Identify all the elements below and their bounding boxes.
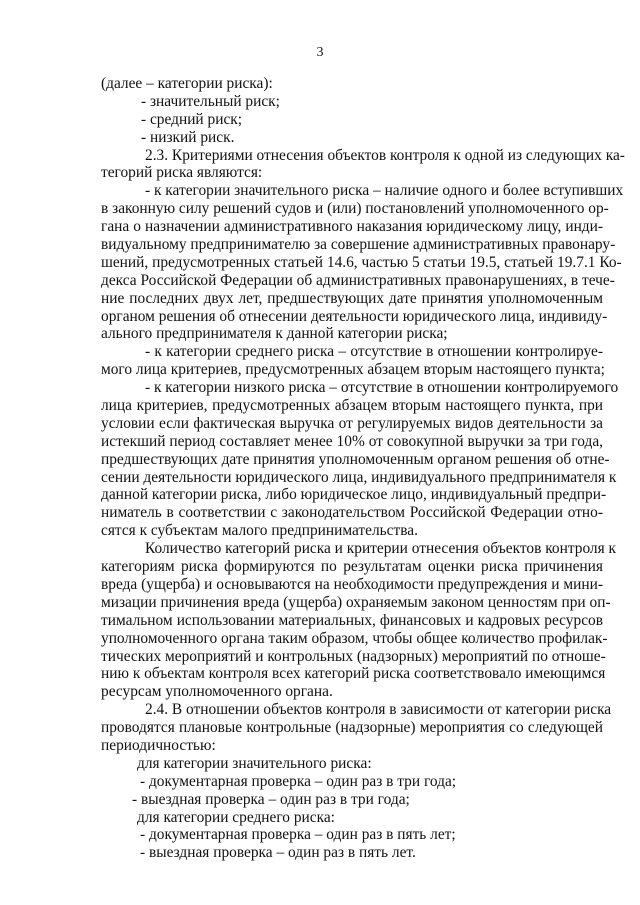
text-line: видуальному предпринимателю за совершение административных правонару-: [101, 236, 616, 254]
text-line: истекший период составляет менее 10% от совокупной выручки за три года,: [101, 432, 603, 450]
list-item: - выездная проверка – один раз в три года;: [132, 790, 410, 808]
text-line: условии если фактическая выручка от регулируемых видов деятельности за: [101, 414, 603, 432]
page-number: 3: [316, 45, 324, 60]
text-line: категориям риска формируются по результатам оценки риска причинения: [101, 558, 603, 576]
list-item: - значительный риск;: [141, 92, 280, 110]
text-line: периодичностью:: [101, 736, 216, 754]
list-item: - низкий риск.: [141, 128, 235, 146]
list-item: - средний риск;: [141, 110, 243, 128]
text-line: тимальном использовании материальных, финансовых и кадровых ресурсов: [101, 611, 603, 629]
document-body: [101, 75, 625, 862]
list-item: - документарная проверка – один раз в три года;: [140, 772, 457, 790]
paragraph-first-line: Количество категорий риска и критерии отнесения объектов контроля к: [145, 540, 617, 558]
text-line: органом решения об отнесении деятельности юридического лица, индивиду-: [101, 307, 608, 325]
text-line: гана о назначении административного наказания юридическому лицу, инди-: [101, 218, 603, 236]
text-line: уполномоченного органа таким образом, чтобы общее количество профилак-: [101, 629, 608, 647]
text-line: проводятся плановые контрольные (надзорные) мероприятия со следующей: [101, 719, 603, 737]
text-line: лица критериев, предусмотренных абзацем вторым настоящего пункта, при: [101, 397, 603, 415]
text-line: вреда (ущерба) и основываются на необходимости предупреждения и мини-: [101, 575, 603, 593]
paragraph-first-line: - к категории значительного риска – наличие одного и более вступивших: [145, 182, 624, 200]
text-line: ресурсам уполномоченного органа.: [101, 683, 333, 701]
text-line: для категории значительного риска:: [137, 754, 372, 772]
text-line: тегорий риска являются:: [101, 164, 263, 182]
text-line: мого лица критериев, предусмотренных абзацем вторым настоящего пункта;: [101, 361, 605, 379]
text-line: ние последних двух лет, предшествующих дате принятия уполномоченным: [101, 289, 603, 307]
text-line: тических мероприятий и контрольных (надзорных) мероприятий по отноше-: [101, 647, 606, 665]
list-item: - документарная проверка – один раз в пять лет;: [140, 826, 456, 844]
text-line: для категории среднего риска:: [137, 808, 335, 826]
text-line: шений, предусмотренных статьей 14.6, частью 5 статьи 19.5, статьей 19.7.1 Ко-: [101, 253, 622, 271]
text-line: мизации причинения вреда (ущерба) охраняемым законом ценностям при оп-: [101, 593, 611, 611]
paragraph-first-line: 2.4. В отношении объектов контроля в зависимости от категории риска: [145, 701, 612, 719]
text-line: в законную силу решений судов и (или) постановлений уполномоченного ор-: [101, 200, 609, 218]
text-line: нию к объектам контроля всех категорий риска соответствовало имеющимся: [101, 665, 606, 683]
text-line: ального предпринимателя к данной категории риска;: [101, 325, 448, 343]
list-item: - выездная проверка – один раз в пять лет.: [140, 844, 416, 862]
text-line: ниматель в соответствии с законодательством Российской Федерации отно-: [101, 504, 603, 522]
text-line: предшествующих дате принятия уполномоченным органом решения об отне-: [101, 450, 610, 468]
text-line: (далее – категории риска):: [101, 75, 273, 92]
text-line: сятся к субъектам малого предпринимательства.: [101, 522, 418, 540]
paragraph-first-line: - к категории низкого риска – отсутствие в отношении контролируемого: [145, 379, 619, 397]
text-line: декса Российской Федерации об административных правонарушениях, в тече-: [101, 271, 615, 289]
paragraph-first-line: 2.3. Критериями отнесения объектов контроля к одной из следующих ка-: [145, 146, 625, 164]
paragraph-first-line: - к категории среднего риска – отсутствие в отношении контролируе-: [145, 343, 603, 361]
text-line: сении деятельности юридического лица, индивидуального предпринимателя к: [101, 468, 617, 486]
text-line: данной категории риска, либо юридическое лицо, индивидуальный предпри-: [101, 486, 607, 504]
